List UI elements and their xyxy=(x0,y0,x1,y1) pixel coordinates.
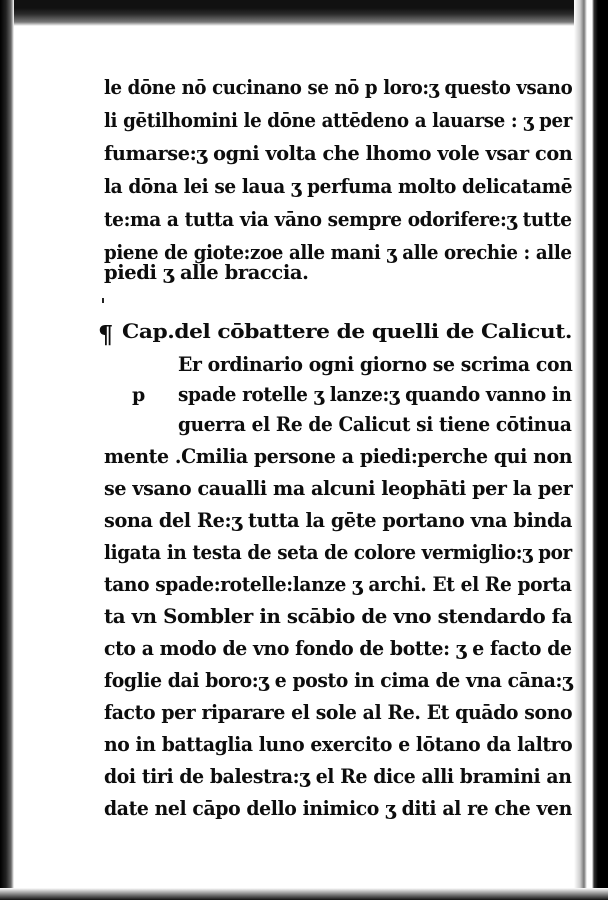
text-line: doi tiri de balestra:ʒ el Re dice alli bramini an xyxy=(104,765,572,788)
text-line: cto a modo de vno fondo de botte: ʒ e facto de xyxy=(104,637,572,660)
text-line: mente .Cmilia persone a piedi:perche qui non xyxy=(104,445,573,468)
text-line: sona del Re:ʒ tutta la gēte portano vna binda xyxy=(104,509,573,532)
text-line: no in battaglia luno exercito e lōtano da laltro xyxy=(104,733,573,756)
text-line: fumarse:ʒ ogni volta che lhomo vole vsar con xyxy=(104,142,573,165)
page-top-shadow xyxy=(0,0,608,26)
page-right-shadow xyxy=(574,0,608,900)
text-line: facto per riparare el sole al Re. Et quādo sono xyxy=(104,701,573,724)
text-line: ta vn Sombler in scābio de vno stendardo fa xyxy=(104,605,573,628)
margin-letter: p xyxy=(132,384,146,406)
text-line: Er ordinario ogni giorno se scrima con xyxy=(178,353,573,376)
chapter-heading: Cap.del cōbattere de quelli de Calicut. xyxy=(122,320,572,343)
text-line: se vsano caualli ma alcuni leophāti per la per xyxy=(104,477,573,500)
text-line: piedi ʒ alle braccia. xyxy=(104,261,309,284)
text-line: spade rotelle ʒ lanze:ʒ quando vanno in xyxy=(178,383,572,406)
page-left-shadow xyxy=(0,0,14,900)
text-line: foglie dai boro:ʒ e posto in cima de vna cāna:ʒ xyxy=(104,669,573,692)
text-line: tano spade:rotelle:lanze ʒ archi. Et el Re porta xyxy=(104,573,572,596)
text-line: li gētilhomini le dōne attēdeno a lauarse : ʒ per xyxy=(104,109,573,132)
text-line: ligata in testa de seta de colore vermiglio:ʒ por xyxy=(104,541,572,564)
ink-speck xyxy=(102,298,104,303)
page-bottom-shadow xyxy=(0,888,608,900)
text-line: guerra el Re de Calicut si tiene cōtinua xyxy=(178,413,572,436)
text-line: te:ma a tutta via vāno sempre odorifere:ʒ tutte xyxy=(104,208,572,231)
text-line: piene de giote:zoe alle mani ʒ alle orechie : alle xyxy=(104,241,572,264)
text-line: le dōne nō cucinano se nō p loro:ʒ questo vsano xyxy=(104,76,573,99)
paragraph-mark-icon: ¶ xyxy=(98,320,114,349)
text-line: la dōna lei se laua ʒ perfuma molto delicatamē xyxy=(104,175,573,198)
text-line: date nel cāpo dello inimico ʒ diti al re che ven xyxy=(104,797,572,820)
